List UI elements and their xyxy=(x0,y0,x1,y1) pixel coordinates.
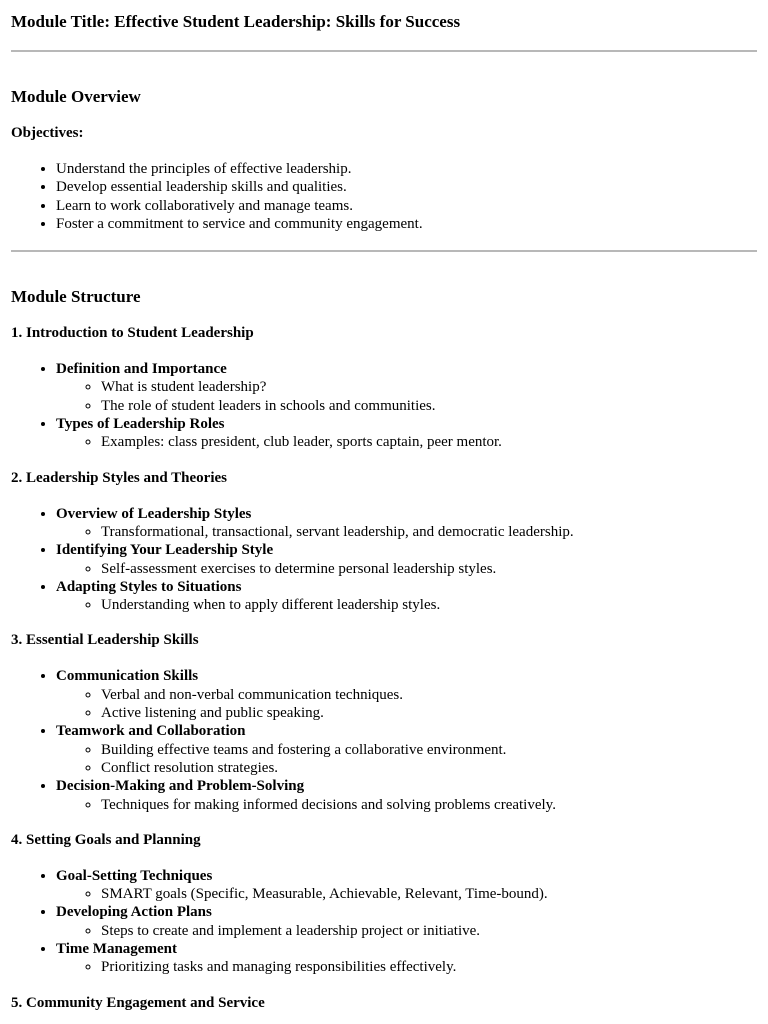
sub-item: ◦ SMART goals (Specific, Measurable, Achievable, Relevant, Time-bound). xyxy=(101,885,757,903)
sub-list xyxy=(56,596,757,614)
sub-item: ◦ The role of student leaders in schools and communities. xyxy=(101,397,757,415)
section-title: 1. Introduction to Student Leadership xyxy=(11,325,254,342)
item-label: Overview of Leadership Styles xyxy=(56,505,252,522)
sub-item: ◦ Techniques for making informed decisions and solving problems creatively. xyxy=(101,796,757,814)
item-label: Identifying Your Leadership Style xyxy=(56,542,274,559)
divider xyxy=(11,50,757,52)
section-title: 4. Setting Goals and Planning xyxy=(11,831,201,848)
sub-list xyxy=(56,560,757,578)
sub-item: ◦ Verbal and non-verbal communication techniques. xyxy=(101,686,757,704)
item-label: Communication Skills xyxy=(56,668,199,685)
list-item xyxy=(56,903,757,940)
sub-item: ◦ What is student leadership? xyxy=(101,378,757,396)
sub-item: ◦ Building effective teams and fostering a collaborative environment. xyxy=(101,741,757,759)
sub-list xyxy=(56,922,757,940)
structure-heading: Module Structure xyxy=(11,287,141,307)
objective-item: • Develop essential leadership skills and qualities. xyxy=(56,178,757,196)
sub-list xyxy=(56,741,757,778)
sub-list xyxy=(56,796,757,814)
sub-list xyxy=(56,523,757,541)
module-title: Module Title: Effective Student Leadership: Skills for Success xyxy=(11,12,461,31)
section-list xyxy=(11,667,757,813)
list-item xyxy=(56,777,757,814)
section-list xyxy=(11,867,757,977)
sub-item: ◦ Active listening and public speaking. xyxy=(101,704,757,722)
sub-list xyxy=(56,958,757,976)
item-label: Developing Action Plans xyxy=(56,904,212,921)
objective-item: • Foster a commitment to service and community engagement. xyxy=(56,215,757,233)
sub-list xyxy=(56,378,757,415)
objective-item: • Understand the principles of effective leadership. xyxy=(56,160,757,178)
sub-item: ◦ Understanding when to apply different leadership styles. xyxy=(101,596,757,614)
section-title: 3. Essential Leadership Skills xyxy=(11,632,199,649)
item-label: Adapting Styles to Situations xyxy=(56,578,242,595)
item-label: Decision-Making and Problem-Solving xyxy=(56,778,305,795)
list-item xyxy=(56,940,757,977)
objectives-label: Objectives: xyxy=(11,125,84,141)
divider xyxy=(11,250,757,252)
list-item xyxy=(56,541,757,578)
list-item xyxy=(56,578,757,615)
sub-item: ◦ Transformational, transactional, servant leadership, and democratic leadership. xyxy=(101,523,757,541)
item-label: Teamwork and Collaboration xyxy=(56,723,246,740)
objectives-list xyxy=(11,160,757,233)
sub-item: ◦ Prioritizing tasks and managing responsibilities effectively. xyxy=(101,958,757,976)
list-item xyxy=(56,505,757,542)
item-label: Types of Leadership Roles xyxy=(56,416,225,433)
list-item xyxy=(56,722,757,777)
section-list xyxy=(11,360,757,451)
list-item xyxy=(56,415,757,452)
sub-list xyxy=(56,433,757,451)
objective-item: • Learn to work collaboratively and manage teams. xyxy=(56,197,757,215)
list-item xyxy=(56,867,757,904)
sub-list xyxy=(56,885,757,903)
section-title: 5. Community Engagement and Service xyxy=(11,994,265,1011)
list-item xyxy=(56,360,757,415)
section-list xyxy=(11,505,757,615)
sub-item: ◦ Steps to create and implement a leadership project or initiative. xyxy=(101,922,757,940)
overview-heading: Module Overview xyxy=(11,87,141,106)
item-label: Time Management xyxy=(56,941,177,958)
item-label: Definition and Importance xyxy=(56,361,227,378)
sub-item: ◦ Examples: class president, club leader, sports captain, peer mentor. xyxy=(101,433,757,451)
item-label: Goal-Setting Techniques xyxy=(56,867,213,884)
sub-list xyxy=(56,686,757,723)
section-title: 2. Leadership Styles and Theories xyxy=(11,469,227,486)
sub-item: ◦ Conflict resolution strategies. xyxy=(101,759,757,777)
sub-item: ◦ Self-assessment exercises to determine personal leadership styles. xyxy=(101,560,757,578)
list-item xyxy=(56,667,757,722)
